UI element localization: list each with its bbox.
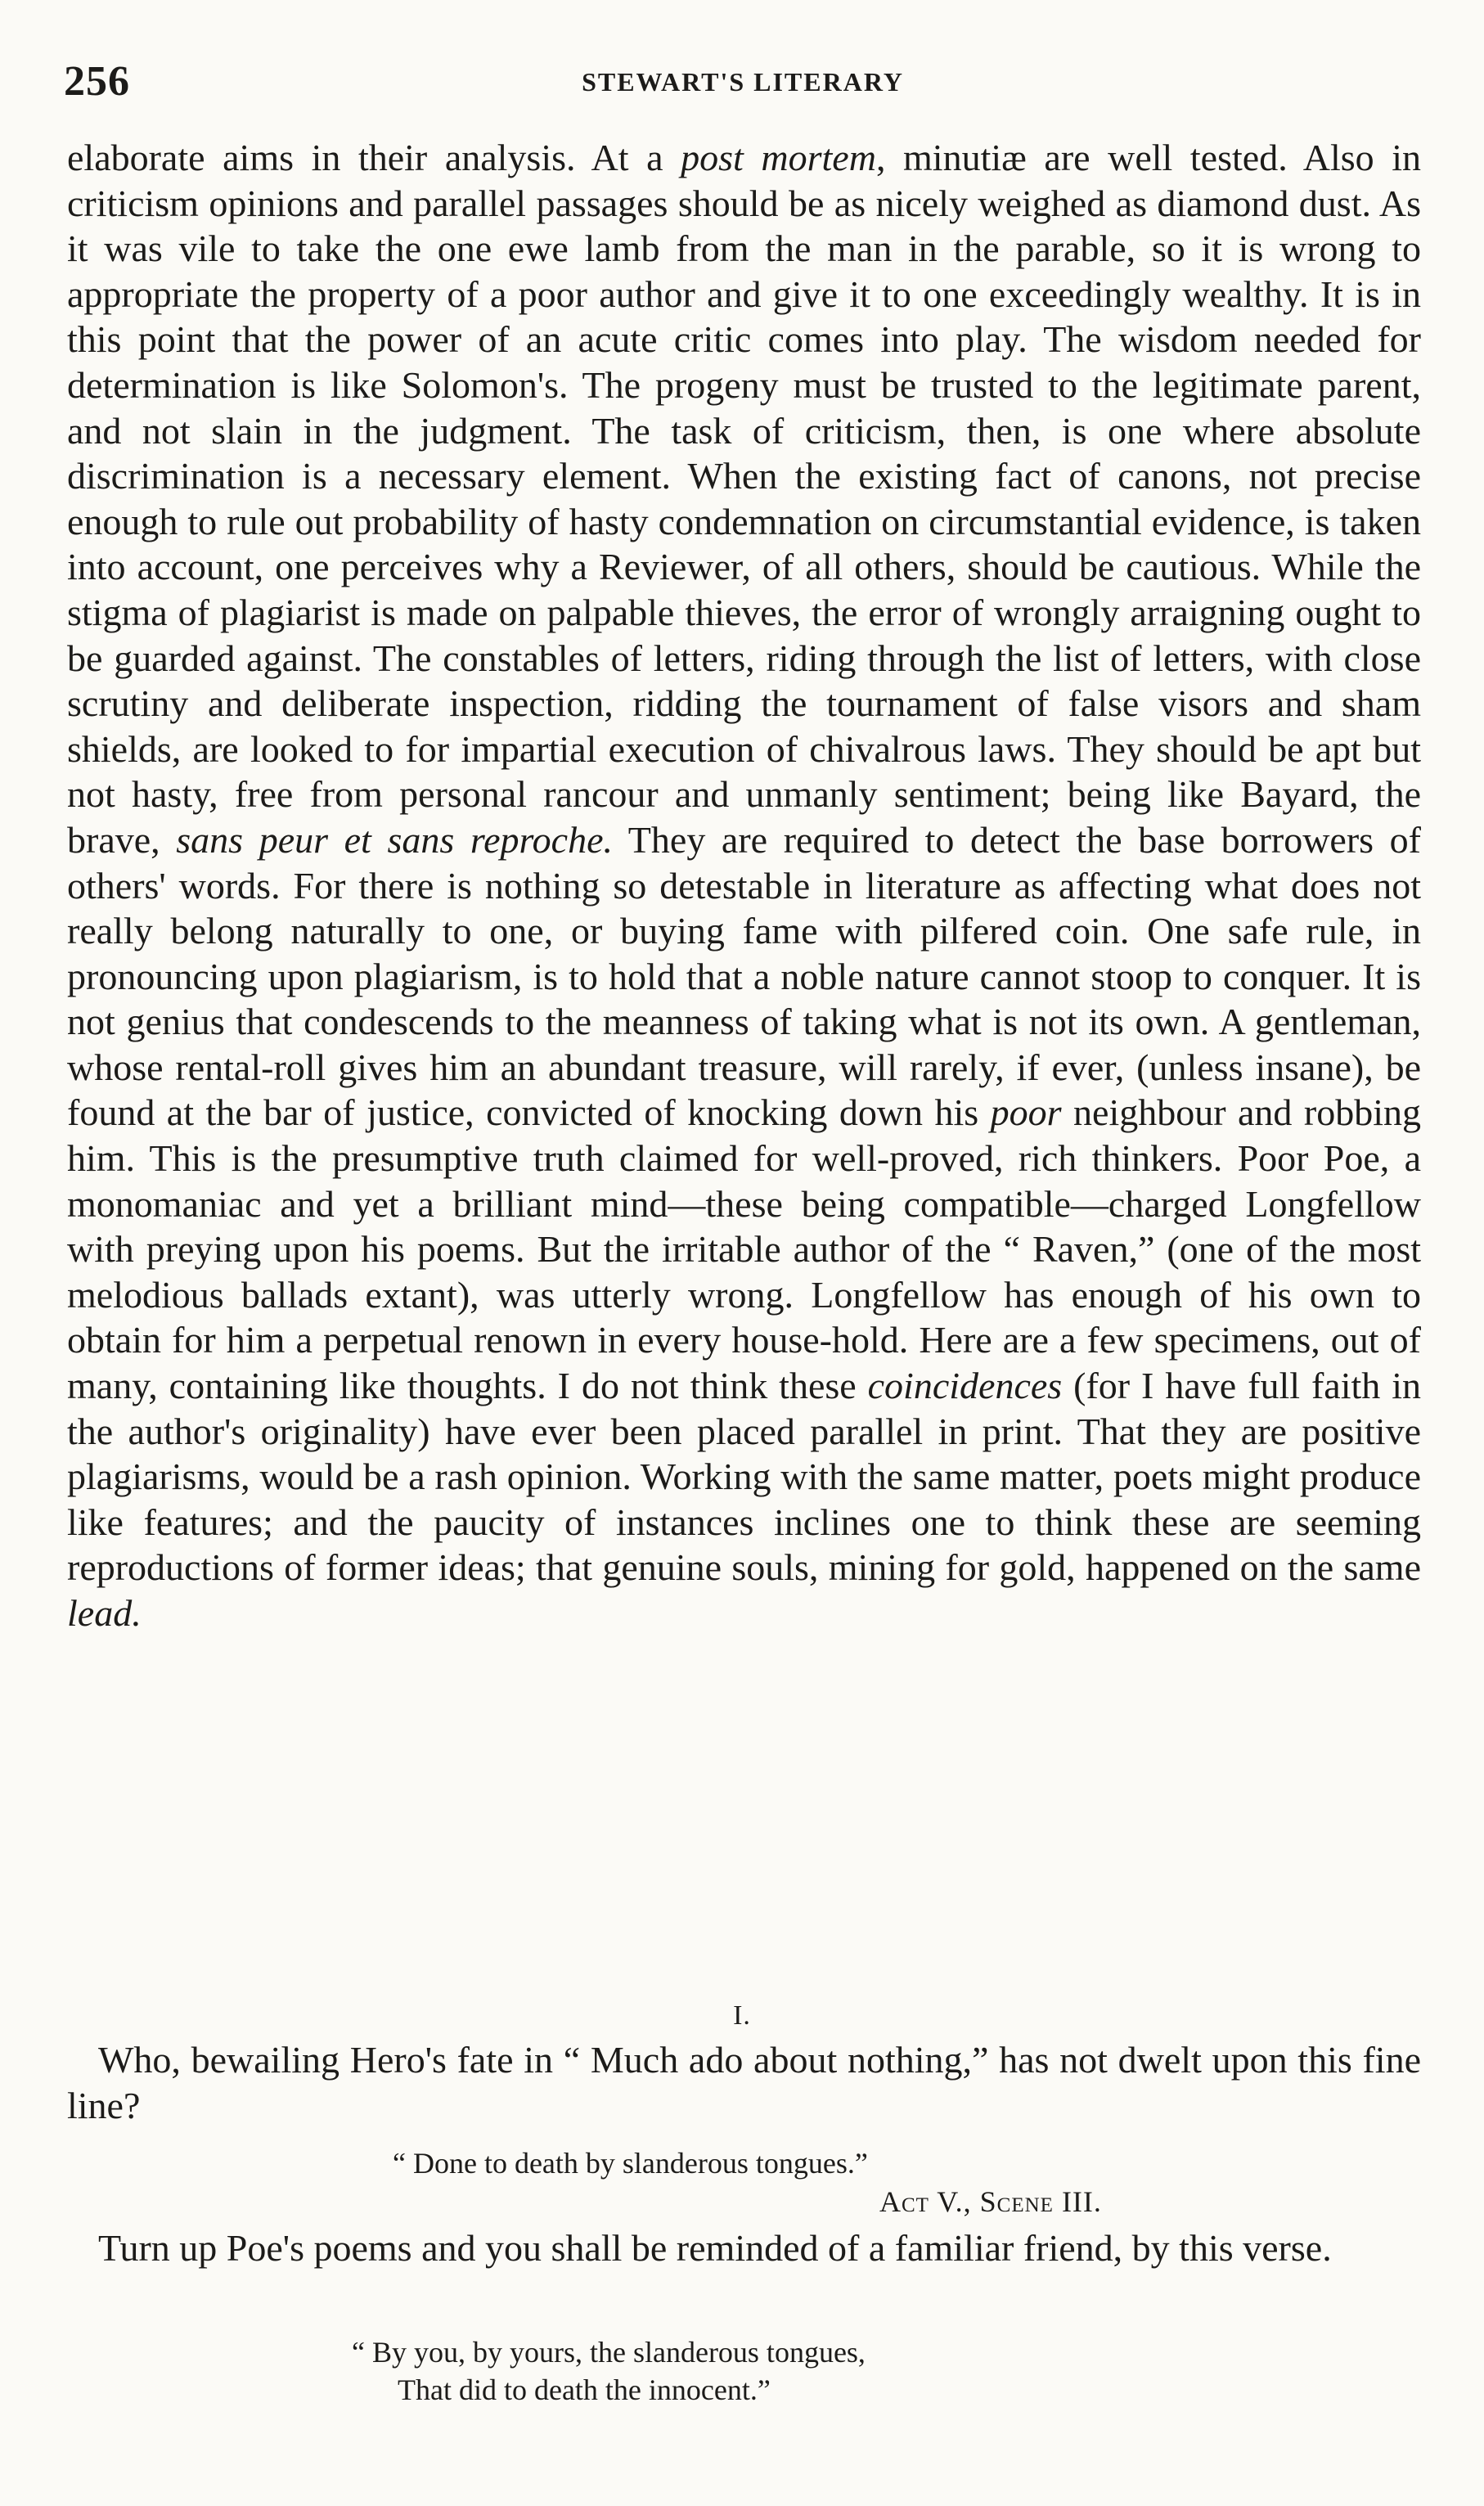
paragraph-hero [67, 2037, 1421, 2129]
quotation-poe [352, 2333, 866, 2409]
italic-run: poor [990, 1091, 1062, 1134]
italic-run: post mortem [681, 137, 876, 178]
page-number: 256 [64, 58, 130, 105]
paragraph-text [67, 135, 1421, 1636]
quote-line: That did to death the innocent.” [398, 2373, 771, 2406]
running-head: STEWART'S LITERARY [582, 67, 904, 97]
italic-run: lead. [67, 1592, 142, 1634]
italic-run: coincidences [867, 1365, 1063, 1407]
quote-line: “ By you, by yours, the slanderous tongues, [352, 2336, 866, 2369]
text-run: (for I have full faith in the author's originality) have ever been placed parallel in print. That they are positive plagiarisms, would be a rash opinion. Working with the same matter, poets might produce like features; and the paucity of instances inclines one to think these are seeming reproductions of former ideas; that genuine souls, mining for gold, happened on the same [67, 1365, 1422, 1589]
paragraph-poe [67, 2225, 1421, 2271]
text-run: neighbour and robbing him. This is the presumptive truth claimed for well-proved, rich thinkers. Poor Poe, a monomaniac and yet a brilliant mind—these being compatible—charged Longfellow with preying upon his poems. But the irritable author of the “ Raven,” (one of the most melodious ballads extant), was utterly wrong. Longfellow has enough of his own to obtain for him a perpetual renown in every house-hold. Here are a few specimens, out of many, containing like thoughts. I do not think these [67, 1091, 1421, 1407]
section-number: I. [733, 2000, 751, 2031]
quotation-attribution: Act V., Scene III. [879, 2185, 1102, 2218]
page-header [64, 57, 1422, 115]
italic-run: sans peur et sans reproche. [176, 818, 614, 861]
main-paragraph [67, 135, 1421, 1636]
text-run: elaborate aims in their analysis. At a [67, 137, 681, 178]
paragraph-text: Turn up Poe's poems and you shall be reminded of a familiar friend, by this verse. [98, 2227, 1332, 2269]
paragraph-text: Who, bewailing Hero's fate in “ Much ado about nothing,” has not dwelt upon this fine line? [67, 2039, 1421, 2126]
text-run: , minutiæ are well tested. Also in criticism opinions and parallel passages should be as nicely weighed as diamond dust. As it was vile to take the one ewe lamb from the man in the parable, so it is wrong to appropriate the property of a poor author and give it to one exceedingly wealthy. It is in this point that the power of an acute critic comes into play. The wisdom needed for determination is like Solomon's. The progeny must be trusted to the legitimate parent, and not slain in the judgment. The task of criticism, then, is one where absolute discrimination is a necessary element. When the existing fact of canons, not precise enough to rule out probability of hasty condemnation on circumstantial evidence, is taken into account, one perceives why a Reviewer, of all others, should be cautious. While the stigma of plagiarist is made on palpable thieves, the error of wrongly arraigning ought to be guarded against. The constables of letters, riding through the list of letters, with close scrutiny and deliberate inspection, ridding the tournament of false visors and sham shields, are looked to for impartial execution of chivalrous laws. They should be apt but not hasty, free from personal rancour and unmanly sentiment; being like Bayard, the brave, [67, 137, 1421, 861]
quotation-shakespeare: “ Done to death by slanderous tongues.” [393, 2147, 868, 2180]
text-run: They are required to detect the base borrowers of others' words. For there is nothing so detestable in literature as affecting what does not really belong naturally to one, or buying fame with pilfered coin. One safe rule, in pronouncing upon plagiarism, is to hold that a noble nature cannot stoop to conquer. It is not genius that condescends to the meanness of taking what is not its own. A gentleman, whose rental-roll gives him an abundant treasure, will rarely, if ever, (unless insane), be found at the bar of justice, convicted of knocking down his [67, 818, 1421, 1134]
